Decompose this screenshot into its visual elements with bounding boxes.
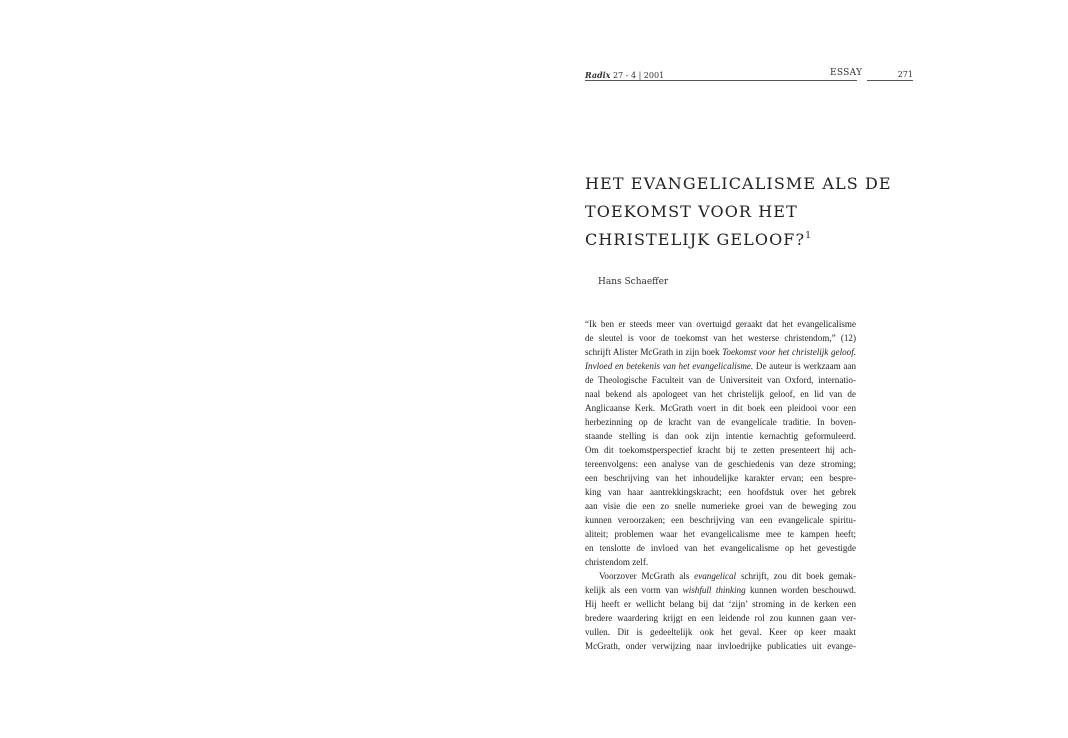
body-text-run: schrijft Alister McGrath in zijn boek xyxy=(585,347,720,357)
footnote-marker: 1 xyxy=(805,231,813,241)
body-line: de Theologische Faculteit van de Universiteit van Oxford, internatio- xyxy=(585,375,856,385)
body-line: tereenvolgens: een analyse van de geschiedenis van deze stroming; xyxy=(585,459,856,469)
running-header xyxy=(585,68,913,82)
body-line: en tenslotte de invloed van het evangelicalisme op het gevestigde xyxy=(585,543,856,553)
body-line: staande stelling is dan ook zijn intentie kernachtig geformuleerd. xyxy=(585,431,856,441)
body-text-run: schrijft, zou dit boek gemak- xyxy=(740,571,856,581)
emphasis-term: evangelical xyxy=(694,571,737,581)
body-line xyxy=(585,583,856,597)
body-line: Om dit toekomstperspectief kracht bij te zetten presenteert hij ach- xyxy=(585,445,856,455)
body-line: een beschrijving van het inhoudelijke karakter ervan; een bespre- xyxy=(585,473,856,483)
body-line: de sleutel is voor de toekomst van het westerse christendom,” (12) xyxy=(585,333,856,343)
body-line: naal bekend als apologeet van het christelijk geloof, en lid van de xyxy=(585,389,856,399)
body-line: McGrath, onder verwijzing naar invloedrijke publicaties uit evange- xyxy=(585,641,856,651)
book-subtitle: Invloed en betekenis van het evangelicalisme. xyxy=(585,361,754,371)
body-text-run: De auteur is werkzaam aan xyxy=(755,361,856,371)
title-line-3: CHRISTELIJK GELOOF? xyxy=(585,230,806,249)
section-label: ESSAY xyxy=(830,68,863,78)
title-line-3-wrap xyxy=(585,226,885,254)
body-line xyxy=(585,569,856,583)
body-line xyxy=(585,359,856,373)
body-line: vullen. Dit is gedeeltelijk ook het geval. Keer op keer maakt xyxy=(585,627,856,637)
body-text-run: Voorzover McGrath als xyxy=(599,571,690,581)
body-line: Anglicaanse Kerk. McGrath voert in dit boek een pleidooi voor een xyxy=(585,403,856,413)
body-text-run: kunnen worden beschouwd. xyxy=(750,585,856,595)
body-line: aliteit; problemen waar het evangelicalisme mee te kampen heeft; xyxy=(585,529,856,539)
body-line: aan visie die een zo snelle numerieke groei van de beweging zou xyxy=(585,501,856,511)
body-line: bredere waardering krijgt en een leidende rol zou kunnen gaan ver- xyxy=(585,613,856,623)
book-title: Toekomst voor het christelijk geloof. xyxy=(722,347,856,357)
body-line xyxy=(585,345,856,359)
page-number: 271 xyxy=(897,70,913,79)
journal-issue: 27 - 4 | 2001 xyxy=(612,71,665,80)
body-line: herbezinning op de kracht van de evangelicale traditie. In boven- xyxy=(585,417,856,427)
title-line-2: TOEKOMST VOOR HET xyxy=(585,202,798,221)
article-body xyxy=(585,317,856,653)
article-title xyxy=(585,170,892,254)
journal-citation xyxy=(585,70,664,80)
journal-name: Radix xyxy=(585,70,611,80)
body-line: Hij heeft er wellicht belang bij dat ‘zijn’ stroming in de kerken een xyxy=(585,599,856,609)
body-line: king van haar aantrekkingskracht; een hoofdstuk over het gebrek xyxy=(585,487,856,497)
author-name: Hans Schaeffer xyxy=(598,277,669,287)
body-text-run: kelijk als een vorm van xyxy=(585,585,679,595)
body-line: kunnen veroorzaken; een beschrijving van een evangelicale spiritu- xyxy=(585,515,856,525)
header-rule-left xyxy=(585,80,857,81)
emphasis-term: wishfull thinking xyxy=(682,585,746,595)
header-rule-right xyxy=(867,80,913,81)
title-line-1: HET EVANGELICALISME ALS DE xyxy=(585,174,892,193)
body-line: “Ik ben er steeds meer van overtuigd geraakt dat het evangelicalisme xyxy=(585,319,856,329)
body-line: christendom zelf. xyxy=(585,557,649,567)
